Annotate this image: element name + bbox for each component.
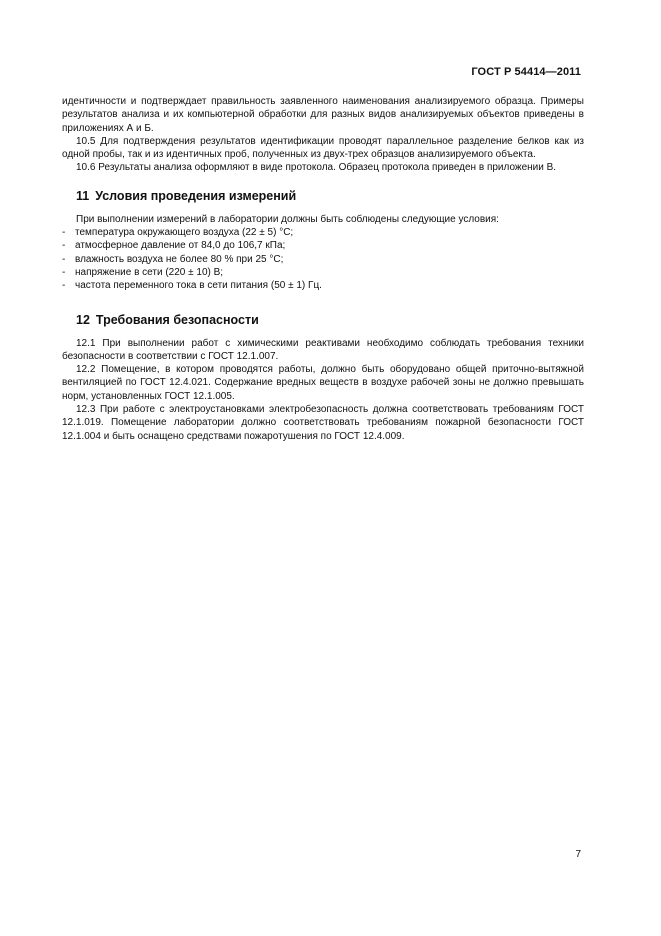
list-item: - частота переменного тока в сети питания (50 ± 1) Гц. [62,280,322,292]
list-dash: - [62,266,66,278]
section-11-number: 11 [76,188,90,203]
conditions-list [62,226,584,292]
document-body [62,95,584,443]
list-item: - атмосферное давление от 84,0 до 106,7 кПа; [62,240,286,252]
paragraph-10-6: 10.6 Результаты анализа оформляют в виде протокола. Образец протокола приведен в приложении В. [76,162,557,174]
list-item: - напряжение в сети (220 ± 10) В; [62,266,224,278]
section-12-heading [76,312,584,328]
document-header: ГОСТ Р 54414—2011 [471,66,581,78]
paragraph-12-2: 12.2 Помещение, в котором проводятся работы, должно быть оборудовано общей приточно-вытяжной вентиляцией по ГОСТ 12.4.021. Содержание вредных веществ в воздухе рабочей зоны не должно превышать норм, установленных ГОСТ 12.1.005. [62,364,584,402]
section-11-lead: При выполнении измерений в лаборатории должны быть соблюдены следующие условия: [76,213,499,225]
section-11-title: Условия проведения измерений [95,188,297,203]
page-number: 7 [575,849,581,860]
list-dash: - [62,240,66,252]
list-dash: - [62,227,66,239]
paragraph-10-5: 10.5 Для подтверждения результатов идентификации проводят параллельное разделение белков как из одной пробы, так и из идентичных проб, полученных из двух-трех образцов анализируемого объекта. [62,135,584,161]
section-12-number: 12 [76,312,90,327]
paragraph-10-4-continuation: идентичности и подтверждает правильность заявленного наименования анализируемого образца. Примеры результатов анализа и их компьютерной обработки для разных видов анализируемых объектов приведены в приложениях А и Б. [62,96,584,134]
spacer [62,293,584,299]
list-item: - температура окружающего воздуха (22 ± 5) °С; [62,227,294,239]
section-12-title: Требования безопасности [95,312,259,327]
paragraph-12-3: 12.3 При работе с электроустановками электробезопасность должна соответствовать требованиям ГОСТ 12.1.019. Помещение лаборатории должно соответствовать требованиям пожарной безопасности ГОСТ 12.1.004 и быть оснащено средствами пожаротушения по ГОСТ 12.4.009. [62,404,584,442]
paragraph-12-1: 12.1 При выполнении работ с химическими реактивами необходимо соблюдать требования техники безопасности в соответствии с ГОСТ 12.1.007. [62,337,584,362]
list-item: - влажность воздуха не более 80 % при 25 °С; [62,253,284,265]
section-11-heading [76,188,584,204]
list-dash: - [62,280,66,292]
list-dash: - [62,253,66,265]
